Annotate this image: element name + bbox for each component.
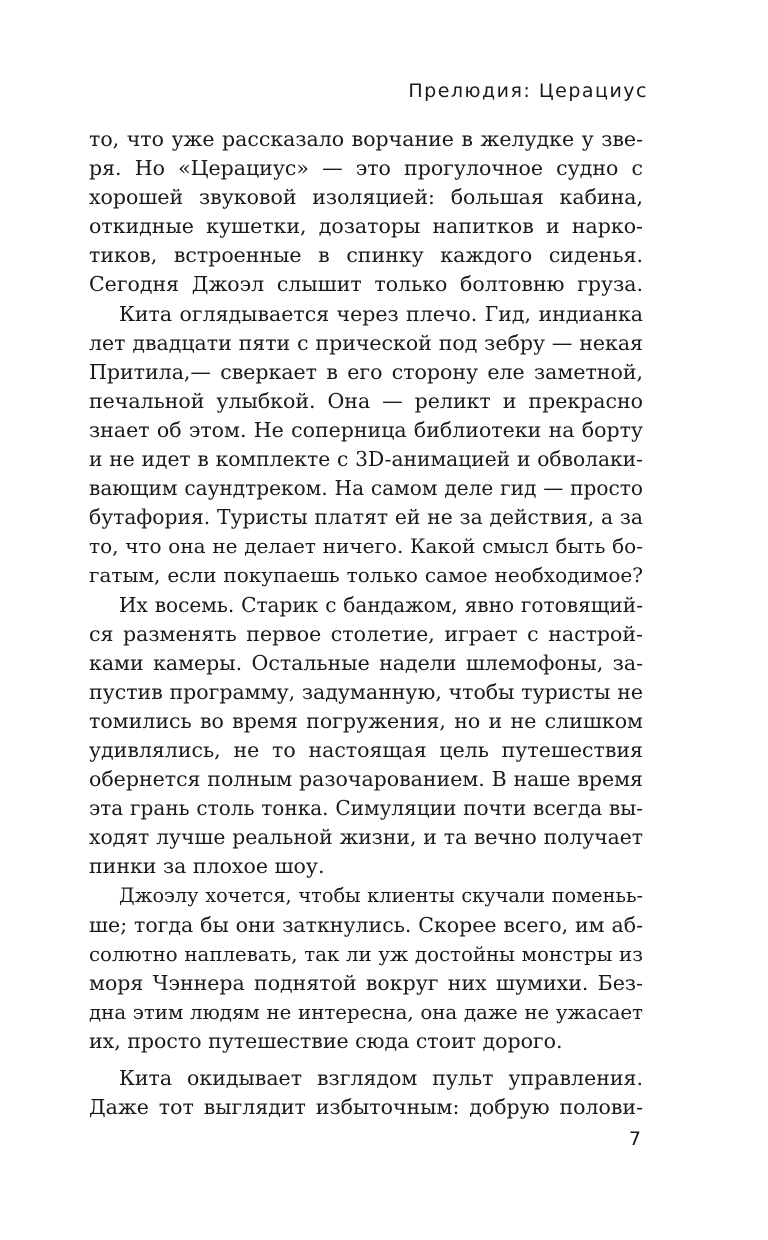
text-line: моря Чэннера поднятой вокруг них шумихи. Без- [89,970,643,995]
text-line: вающим саундтреком. На самом деле гид — просто [89,476,643,501]
text-line: томились во время погружения, но и не слишком [89,708,643,733]
text-line: ходят лучше реальной жизни, и та вечно получает [89,825,643,850]
text-line: дна этим людям не интересна, она даже не ужасает [89,1000,643,1024]
text-line: пустив программу, задуманную, чтобы туристы не [89,679,643,704]
text-line: ше; тогда бы они заткнулись. Скорее всего, им аб- [89,912,643,937]
text-line: Кита оглядывается через плечо. Гид, индианка [119,301,643,326]
text-line: и не идет в комплекте с 3D-анимацией и обволаки- [89,447,643,472]
text-line: ся разменять первое столетие, играет с настрой- [89,621,643,646]
body-text [89,125,643,1122]
text-line: ря. Но «Церациус» — это прогулочное судно с [89,156,643,181]
text-line: Кита окидывает взглядом пульт управления. [119,1066,643,1090]
text-line: ками камеры. Остальные надели шлемофоны, за- [89,650,643,675]
paragraph-gap [89,1056,643,1064]
text-line: солютно наплевать, так ли уж достойны монстры из [89,942,643,966]
text-line: знает об этом. Не соперница библиотеки на борту [89,417,643,442]
text-line: откидные кушетки, дозаторы напитков и нарко- [89,214,643,239]
text-line: обернется полным разочарованием. В наше время [89,767,643,792]
text-line: Даже тот выглядит избыточным: добрую полови- [89,1095,643,1120]
text-line: Джоэлу хочется, чтобы клиенты скучали поменьь- [119,884,643,908]
text-line: Сегодня Джоэл слышит только болтовню груза. [89,272,643,297]
text-line: бутафория. Туристы платят ей не за действия, а за [89,505,643,530]
running-head: Прелюдия: Церациус [408,80,648,102]
text-line: лет двадцати пяти с прической под зебру — некая [89,330,643,355]
text-line: эта грань столь тонка. Симуляции почти всегда вы- [89,796,643,821]
text-line: пинки за плохое шоу. [89,854,325,879]
text-line: то, что уже рассказало ворчание в желудке у зве- [89,127,643,151]
text-line: удивлялись, не то настоящая цель путешествия [89,737,643,762]
text-line: то, что она не делает ничего. Какой смысл быть бо- [89,534,643,559]
text-line: Их восемь. Старик с бандажом, явно готовящий- [119,592,643,617]
text-line: гатым, если покупаешь только самое необходимое? [89,563,643,588]
text-line: Притила,— сверкает в его сторону еле заметной, [89,359,643,384]
text-line: хорошей звуковой изоляцией: большая кабина, [89,185,643,210]
text-line: печальной улыбкой. Она — реликт и прекрасно [89,388,643,413]
text-line: тиков, встроенные в спинку каждого сиденья. [89,243,643,268]
page-number: 7 [628,1128,641,1150]
text-line: их, просто путешествие сюда стоит дорого. [89,1028,563,1053]
